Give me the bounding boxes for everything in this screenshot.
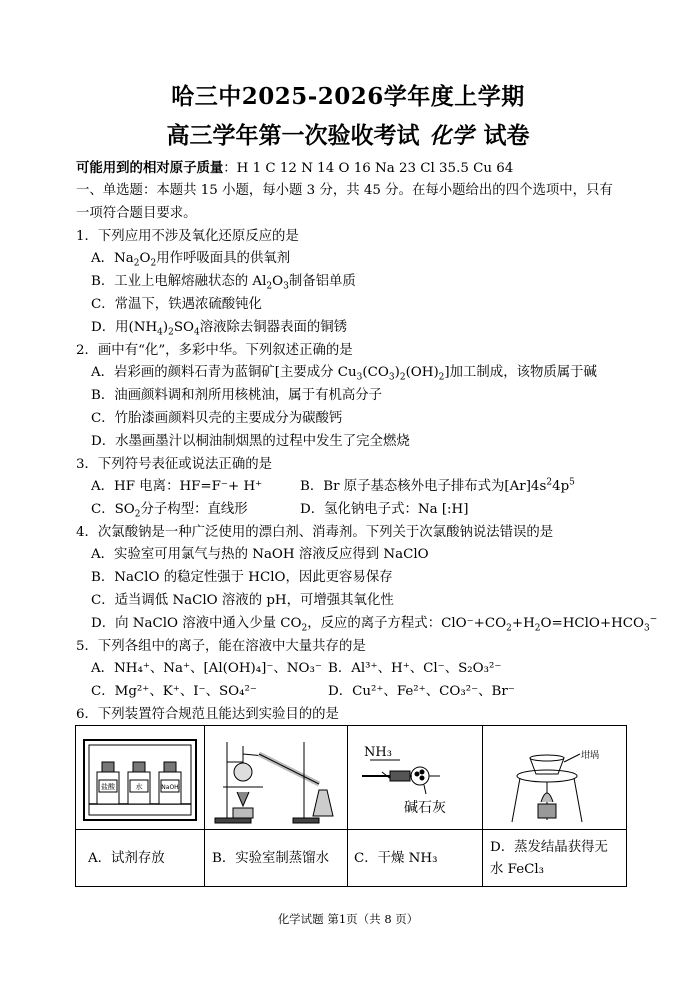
question-1-stem: 1．下列应用不涉及氧化还原反应的是 — [76, 229, 299, 244]
apparatus-option-b: B．实验室制蒸馏水 — [212, 851, 329, 866]
text: 用作呼吸面具的供氧剂 — [156, 251, 291, 266]
question-3-option-d: D．氢化钠电子式：Na [:H] — [300, 502, 469, 517]
text: ]加工制成，该物质属于碱 — [444, 365, 597, 380]
text: SO — [173, 320, 194, 335]
exam-subtitle — [0, 117, 696, 150]
text: (CO — [362, 365, 389, 380]
atomic-masses-values: ：H 1 C 12 N 14 O 16 Na 23 Cl 35.5 Cu 64 — [223, 161, 514, 176]
question-3-option-b: B．Br 原子基态核外电子排布式为$[Ar]4s^24p^5$ — [300, 477, 575, 494]
desiccant-label: 碱石灰 — [404, 800, 446, 816]
question-4-option-b: B．NaClO 的稳定性强于 HClO，因此更容易保存 — [91, 570, 393, 585]
atomic-masses — [76, 159, 513, 178]
text: ) — [394, 365, 400, 380]
question-4-stem: 4．次氯酸钠是一种广泛使用的漂白剂、消毒剂。下列关于次氯酸钠说法错误的是 — [76, 525, 554, 540]
text: C．SO — [91, 502, 135, 517]
reagent-cabinet-figure — [82, 738, 198, 822]
question-1-option-b: B．工业上电解熔融状态的 $Al_2O_3$制备铝单质 — [91, 274, 356, 292]
question-2-option-b: B．油画颜料调和剂所用核桃油，属于有机高分子 — [91, 388, 383, 403]
section-instructions-line2: 一项符合题目要求。 — [76, 206, 197, 221]
question-3-stem: 3．下列符号表征或说法正确的是 — [76, 457, 272, 472]
question-1-option-d: D．用$(NH_4)_2SO_4$溶液除去铜器表面的铜锈 — [91, 320, 348, 338]
crucible-heating-figure — [496, 734, 620, 826]
text: B．工业上电解熔融状态的 Al — [91, 274, 267, 289]
bottle-label-hcl: 盐酸 — [101, 783, 115, 791]
question-5-option-c: C．Mg²⁺、K⁺、I⁻、SO₄²⁻ — [91, 684, 257, 699]
text: O=HClO+HCO — [540, 616, 645, 631]
text: 分子构型：直线形 — [140, 502, 248, 517]
atomic-masses-label: 可能用到的相对原子质量 — [76, 160, 224, 176]
text: 制备铝单质 — [288, 274, 356, 289]
subtitle-part1: 高三学年第一次验收考试 — [166, 122, 420, 149]
text: D．用(NH — [91, 320, 158, 335]
bottle-label-water: 水 — [135, 783, 143, 791]
text: A．Na — [91, 251, 134, 266]
question-3-option-a: A．HF 电离：HF=F⁻+ H⁺ — [91, 479, 263, 494]
question-6-stem: 6．下列装置符合规范且能达到实验目的的是 — [76, 707, 339, 722]
text: +H — [511, 616, 535, 631]
question-2-option-a: A．岩彩画的颜料石青为蓝铜矿[主要成分 $Cu_3(CO_3)_2(OH)_2$]加工制成，该物质属于碱 — [91, 365, 597, 383]
question-5-option-b: B．Al³⁺、H⁺、Cl⁻、S₂O₃²⁻ — [328, 661, 502, 676]
text: (OH) — [405, 365, 439, 380]
question-2-option-c: C．竹胎漆画颜料贝壳的主要成分为碳酸钙 — [91, 411, 343, 426]
page-footer: 化学试题 第1页（共 8 页） — [277, 912, 419, 926]
text: O — [272, 274, 284, 289]
drying-tube-figure — [352, 738, 478, 818]
question-5-option-a: A．NH₄⁺、Na⁺、[Al(OH)₄]⁻、NO₃⁻ — [91, 661, 322, 676]
subject-name: 化学 — [429, 123, 474, 149]
question-5-option-d: D．Cu²⁺、Fe²⁺、CO₃²⁻、Br⁻ — [328, 684, 515, 699]
distillation-apparatus-figure — [209, 732, 343, 826]
text: ，反应的离子方程式：ClO⁻+CO — [307, 616, 507, 631]
crucible-label: 坩埚 — [581, 751, 600, 761]
text: B．Br 原子基态核外电子排布式为[Ar]4s — [300, 479, 547, 494]
question-5-stem: 5．下列各组中的离子，能在溶液中大量共存的是 — [76, 639, 366, 654]
question-4-option-c: C．适当调低 NaClO 溶液的 pH，可增强其氧化性 — [91, 593, 394, 608]
question-1-option-a: A．$Na_2O_2$用作呼吸面具的供氧剂 — [91, 251, 291, 269]
apparatus-option-a: A．试剂存放 — [88, 851, 165, 866]
text: 溶液除去铜器表面的铜锈 — [199, 320, 348, 335]
gas-label: NH₃ — [364, 745, 392, 760]
apparatus-option-c: C．干燥 NH₃ — [354, 851, 438, 866]
question-2-option-d: D．水墨画墨汁以桐油制烟黑的过程中发生了完全燃烧 — [91, 434, 410, 449]
text: 4p — [552, 479, 570, 494]
question-4-option-a: A．实验室可用氯气与热的 NaOH 溶液反应得到 NaClO — [91, 547, 429, 562]
bottle-label-naoh: NaOH — [161, 784, 179, 791]
exam-title: 哈三中2025-2026学年度上学期 — [171, 83, 525, 110]
apparatus-option-d-line2: 水 FeCl₃ — [490, 862, 545, 877]
text: D．向 NaClO 溶液中通入少量 CO — [91, 616, 302, 631]
text: O — [139, 251, 151, 266]
question-2-stem: 2．画中有“化”，多彩中华。下列叙述正确的是 — [76, 343, 353, 358]
text: A．岩彩画的颜料石青为蓝铜矿[主要成分 Cu — [91, 365, 357, 380]
text: ) — [162, 320, 169, 335]
question-4-option-d: D．向 NaClO 溶液中通入少量 $CO_2$，反应的离子方程式：$ClO^-+CO_2+H_2O=HClO+HCO_3^-$ — [91, 614, 658, 634]
subtitle-part2: 试卷 — [483, 122, 530, 149]
question-1-option-c: C．常温下，铁遇浓硫酸钝化 — [91, 297, 262, 312]
question-3-option-c: C．$SO_2$分子构型：直线形 — [91, 502, 248, 520]
apparatus-option-d-line1: D．蒸发结晶获得无 — [490, 840, 608, 855]
apparatus-table — [75, 725, 627, 887]
section-instructions-line1: 一、单选题：本题共 15 小题，每小题 3 分，共 45 分。在每小题给出的四个选项中，只有 — [76, 183, 613, 198]
